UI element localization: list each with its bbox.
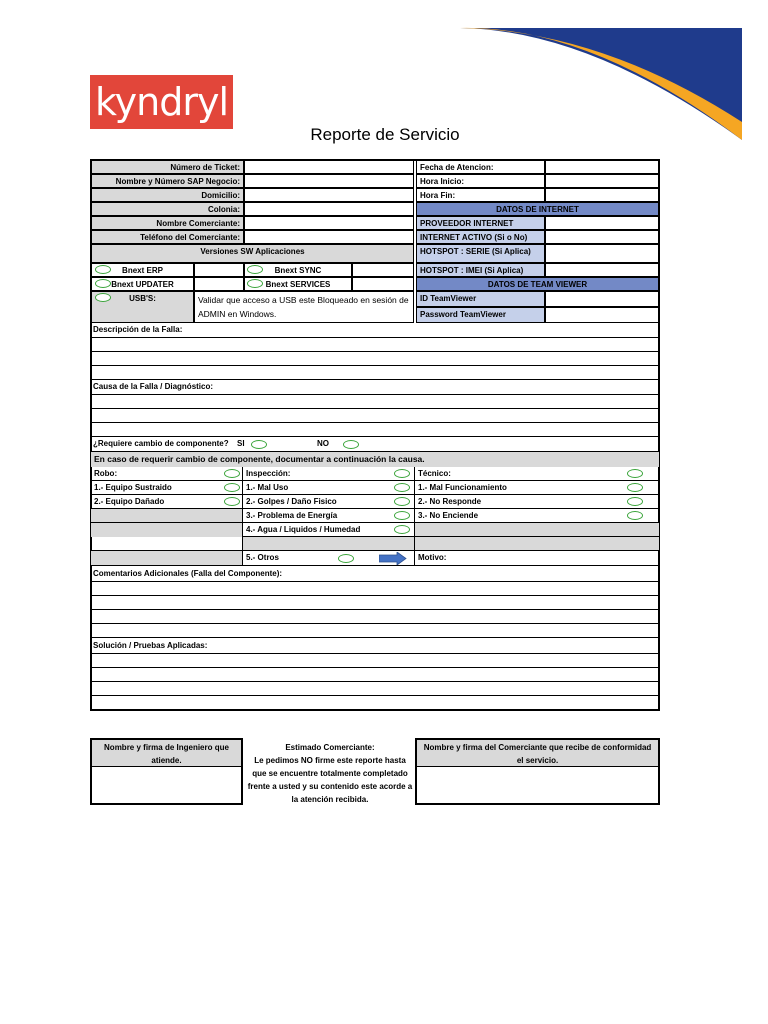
header-swoosh: [440, 20, 768, 150]
robo-empty: [91, 551, 243, 566]
comentarios-line[interactable]: [91, 609, 659, 610]
causa-label: Causa de la Falla / Diagnóstico:: [93, 382, 214, 391]
tecnico-item-3: 3.- No Enciende: [415, 509, 659, 523]
robo-empty: [91, 523, 243, 537]
robo-item-1: 1.- Equipo Sustraido: [91, 481, 243, 495]
estimado-title: Estimado Comerciante:: [285, 743, 375, 752]
requiere-no-label: NO: [317, 439, 329, 448]
inspeccion-item-1: 1.- Mal Uso: [243, 481, 415, 495]
label-proveedor: PROVEEDOR INTERNET: [416, 216, 545, 230]
solucion-line[interactable]: [91, 667, 659, 668]
label-domicilio: Domicilio:: [91, 188, 244, 202]
robo-empty: [91, 537, 243, 551]
label-fecha-atencion: Fecha de Atencion:: [416, 160, 545, 174]
comentarios-line[interactable]: [91, 581, 659, 582]
input-sap-negocio[interactable]: [244, 174, 414, 188]
descripcion-line[interactable]: [91, 351, 659, 352]
requiere-no-radio[interactable]: [343, 440, 359, 449]
inspeccion-otros: 5.- Otros: [243, 551, 415, 566]
inspeccion-item-2: 2.- Golpes / Daño Fisico: [243, 495, 415, 509]
tecnico-radio-1[interactable]: [627, 483, 643, 492]
solucion-line[interactable]: [91, 653, 659, 654]
tecnico-empty: [415, 523, 659, 537]
tecnico-radio-2[interactable]: [627, 497, 643, 506]
solucion-line[interactable]: [91, 681, 659, 682]
en-caso-banner: En caso de requerir cambio de componente, documentar a continuación la causa.: [91, 452, 659, 467]
estimado-line: que se encuentre totalmente completado: [252, 769, 408, 778]
inspeccion-radio[interactable]: [394, 469, 410, 478]
usb-note: Validar que acceso a USB este Bloqueado en sesión de ADMIN en Windows.: [194, 291, 414, 323]
sw-sync-version[interactable]: [352, 263, 414, 277]
sw-erp-label: Bnext ERP: [91, 263, 194, 277]
descripcion-line[interactable]: [91, 365, 659, 366]
inspeccion-radio-4[interactable]: [394, 525, 410, 534]
input-telefono[interactable]: [244, 230, 414, 244]
firma-comerciante-field[interactable]: [417, 768, 658, 803]
sw-erp-radio[interactable]: [95, 265, 111, 274]
label-nombre-comerciante: Nombre Comerciante:: [91, 216, 244, 230]
estimado-note: [244, 741, 416, 806]
comentarios-line[interactable]: [91, 595, 659, 596]
input-id-teamviewer[interactable]: [545, 291, 659, 307]
requiere-label: ¿Requiere cambio de componente?: [93, 439, 229, 448]
tecnico-empty: [415, 537, 659, 551]
comentarios-line[interactable]: [91, 623, 659, 624]
robo-radio[interactable]: [224, 469, 240, 478]
input-hora-inicio[interactable]: [545, 174, 659, 188]
page-title: Reporte de Servicio: [310, 125, 460, 144]
firma-ingeniero-field[interactable]: [92, 768, 241, 803]
requiere-si-label: SI: [237, 439, 245, 448]
inspeccion-header: Inspección:: [243, 467, 415, 481]
input-hotspot-serie[interactable]: [545, 244, 659, 263]
datos-teamviewer-header: DATOS DE TEAM VIEWER: [416, 277, 659, 291]
sw-updater-label: Bnext UPDATER: [91, 277, 194, 291]
tecnico-radio[interactable]: [627, 469, 643, 478]
label-colonia: Colonia:: [91, 202, 244, 216]
input-colonia[interactable]: [244, 202, 414, 216]
causa-line[interactable]: [91, 408, 659, 409]
causa-line[interactable]: [91, 422, 659, 423]
sw-services-label: Bnext SERVICES: [244, 277, 352, 291]
robo-radio-2[interactable]: [224, 497, 240, 506]
robo-header: Robo:: [91, 467, 243, 481]
sw-header: Versiones SW Aplicaciones: [91, 244, 414, 263]
input-domicilio[interactable]: [244, 188, 414, 202]
causa-line[interactable]: [91, 436, 659, 437]
label-hora-fin: Hora Fin:: [416, 188, 545, 202]
arrow-right-icon: [379, 552, 407, 565]
descripcion-line[interactable]: [91, 379, 659, 380]
inspeccion-empty: [243, 537, 415, 551]
firma-comerciante-label: Nombre y firma del Comerciante que recibe de conformidad el servicio.: [417, 740, 658, 767]
tecnico-motivo[interactable]: Motivo:: [415, 551, 659, 566]
solucion-line[interactable]: [91, 695, 659, 696]
descripcion-label: Descripción de la Falla:: [93, 325, 183, 334]
sw-updater-version[interactable]: [194, 277, 244, 291]
robo-empty: [91, 509, 243, 523]
sw-sync-label: Bnext SYNC: [244, 263, 352, 277]
solucion-label: Solución / Pruebas Aplicadas:: [93, 641, 208, 650]
sw-erp-version[interactable]: [194, 263, 244, 277]
inspeccion-radio-3[interactable]: [394, 511, 410, 520]
input-nombre-comerciante[interactable]: [244, 216, 414, 230]
label-numero-ticket: Número de Ticket:: [91, 160, 244, 174]
firma-ingeniero-label: Nombre y firma de Ingeniero que atiende.: [92, 740, 241, 767]
label-hotspot-imei: HOTSPOT : IMEI (Si Aplica): [416, 263, 545, 277]
tecnico-header: Técnico:: [415, 467, 659, 481]
inspeccion-item-3: 3.- Problema de Energía: [243, 509, 415, 523]
label-sap-negocio: Nombre y Número SAP Negocio:: [91, 174, 244, 188]
input-numero-ticket[interactable]: [244, 160, 414, 174]
label-id-teamviewer: ID TeamViewer: [416, 291, 545, 307]
input-hotspot-imei[interactable]: [545, 263, 659, 277]
input-proveedor[interactable]: [545, 216, 659, 230]
descripcion-line[interactable]: [91, 337, 659, 338]
requiere-si-radio[interactable]: [251, 440, 267, 449]
sw-services-radio[interactable]: [247, 279, 263, 288]
kyndryl-logo: kyndryl: [90, 75, 233, 129]
sw-sync-radio[interactable]: [247, 265, 263, 274]
label-internet-activo: INTERNET ACTIVO (Si o No): [416, 230, 545, 244]
label-hotspot-serie: HOTSPOT : SERIE (Si Aplica): [416, 244, 545, 263]
tecnico-radio-3[interactable]: [627, 511, 643, 520]
causa-line[interactable]: [91, 394, 659, 395]
tecnico-item-2: 2.- No Responde: [415, 495, 659, 509]
sw-services-version[interactable]: [352, 277, 414, 291]
tecnico-item-1: 1.- Mal Funcionamiento: [415, 481, 659, 495]
input-internet-activo[interactable]: [545, 230, 659, 244]
comentarios-label: Comentarios Adicionales (Falla del Componente):: [93, 569, 283, 578]
inspeccion-radio-2[interactable]: [394, 497, 410, 506]
sw-updater-radio[interactable]: [95, 279, 111, 288]
comentarios-line[interactable]: [91, 637, 659, 638]
robo-item-2: 2.- Equipo Dañado: [91, 495, 243, 509]
inspeccion-item-4: 4.- Agua / Liquidos / Humedad: [243, 523, 415, 537]
inspeccion-radio-1[interactable]: [394, 483, 410, 492]
robo-radio-1[interactable]: [224, 483, 240, 492]
usb-label: USB'S:: [91, 291, 194, 323]
inspeccion-otros-radio[interactable]: [338, 554, 354, 563]
label-hora-inicio: Hora Inicio:: [416, 174, 545, 188]
estimado-line: la atención recibida.: [291, 795, 369, 804]
estimado-line: Le pedimos NO firme este reporte hasta: [254, 756, 406, 765]
usb-radio[interactable]: [95, 293, 111, 302]
estimado-line: frente a usted y su contenido este acorde a: [247, 782, 413, 791]
label-password-teamviewer: Password TeamViewer: [416, 307, 545, 323]
input-hora-fin[interactable]: [545, 188, 659, 202]
input-password-teamviewer[interactable]: [545, 307, 659, 323]
input-fecha-atencion[interactable]: [545, 160, 659, 174]
datos-internet-header: DATOS DE INTERNET: [416, 202, 659, 216]
label-telefono: Teléfono del Comerciante:: [91, 230, 244, 244]
